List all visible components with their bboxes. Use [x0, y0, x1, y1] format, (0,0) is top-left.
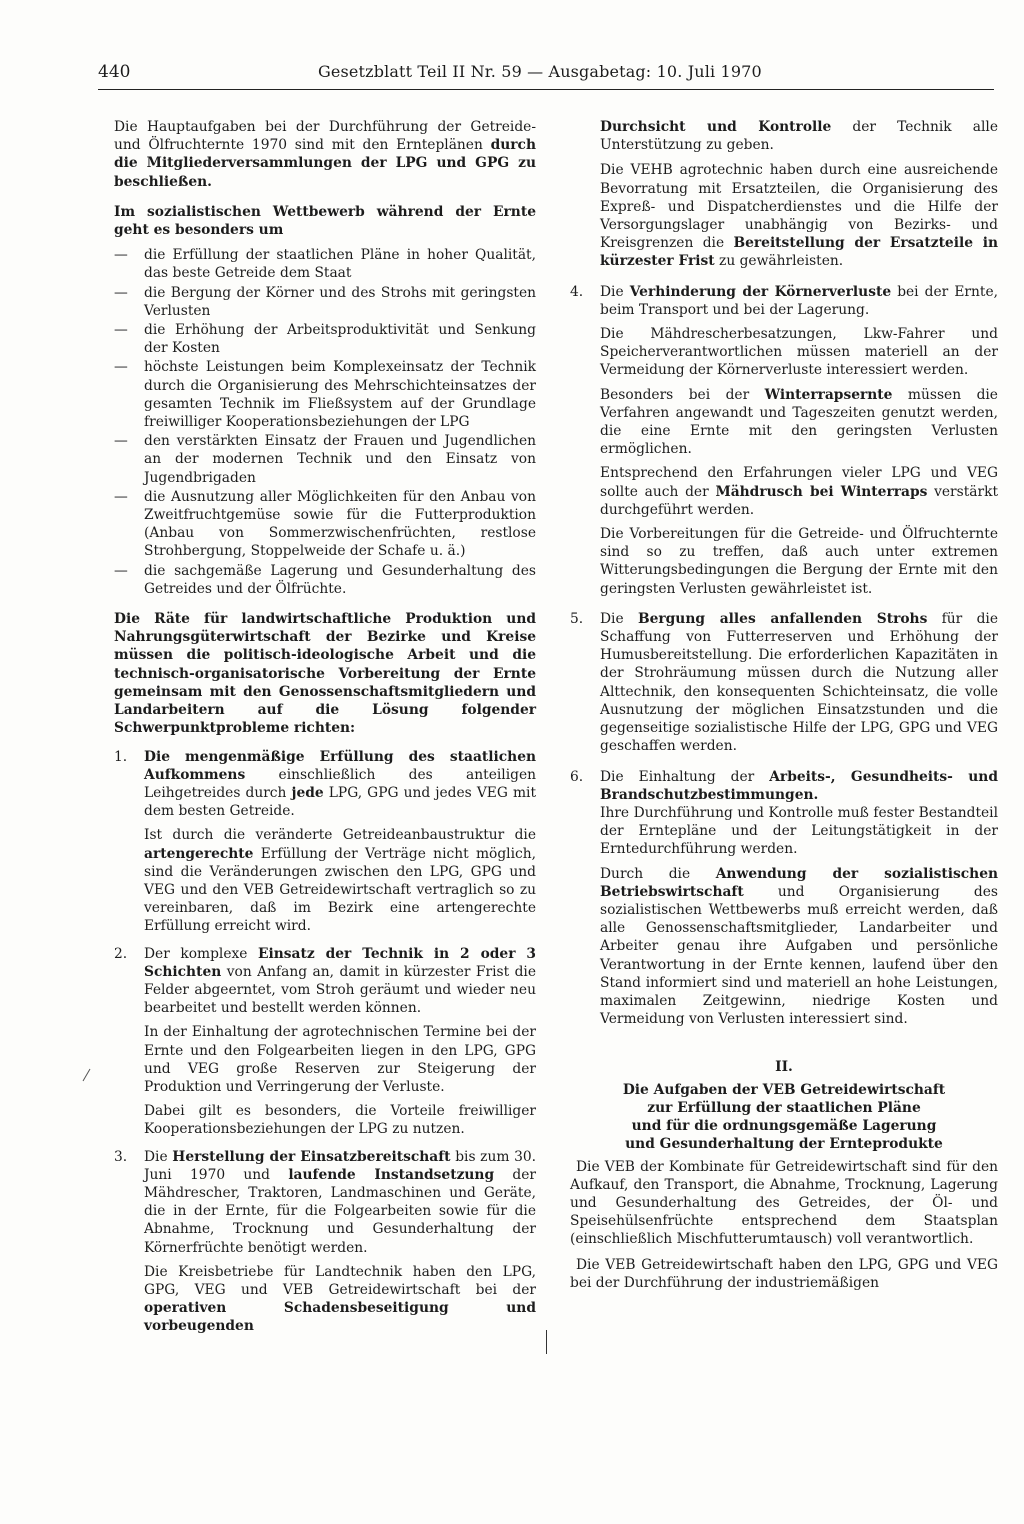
numbered-item-2: 2. Der komplexe Einsatz der Technik in 2 oder 3 Schichten von Anfang an, damit in kürzester Frist die Felder abgeerntet, vom Stroh geräumt und wieder neu bearbeitet und bestellt werden können. In der Einhaltung der agrotechnischen Termine bei der Ernte und den Folgearbeiten liegen in den LPG, GPG und VEG große Reserven zur Steigerung der Produktion und Verringerung der Verluste. Dabei gilt es besonders, die Vorteile freiwilliger Kooperationsbeziehungen der LPG zu nutzen.	[114, 945, 537, 1138]
section-title: Die Aufgaben der VEB Getreidewirtschaft zur Erfüllung der staatlichen Pläne und für die ordnungsgemäße Lagerung und Gesunderhaltung der Ernteprodukte	[622, 1081, 946, 1152]
section-paragraph: Die VEB Getreidewirtschaft haben den LPG, GPG und VEG bei der Durchführung der industriemäßigen	[570, 1256, 998, 1291]
numbered-item-6: 6. Die Einhaltung der Arbeits-, Gesundheits- und Brandschutzbestimmungen. Ihre Durchführung und Kontrolle muß fester Bestandteil der Erntepläne und der Leitungstätigkeit in der Erntedurchführung werden. Durch die Anwendung der sozialistischen Betriebswirtschaft und Organisierung des sozialistischen Wettbewerbs muß erreicht werden, daß alle Genossenschaftsmitglieder, Landarbeiter und Arbeiter genau ihre Aufgaben und persönliche Verantwortung in der Ernte kennen, laufend über den Stand informiert sind und materiell an hohe Leistungen, maximalen Zeitgewinn, niedrige Kosten und Vermeidung von Verlusten interessiert sind.	[570, 768, 998, 1028]
numbered-item-1: 1. Die mengenmäßige Erfüllung des staatlichen Aufkommens einschließlich des anteiligen Leihgetreides durch jede LPG, GPG und jedes VEG mit dem besten Getreide. Ist durch die veränderte Getreideanbaustruktur die artengerechte Erfüllung der Verträge nicht möglich, sind die Veränderungen zwischen den LPG, GPG und VEG und den VEB Getreidewirtschaft vertraglich so zu vereinbaren, daß im Bezirk eine artengerechte Erfüllung erreicht wird.	[114, 748, 536, 935]
page-header	[98, 62, 996, 88]
header-rule	[98, 89, 994, 90]
wettbewerb-heading: Im sozialistischen Wettbewerb während der Ernte geht es besonders um	[114, 203, 536, 239]
continuation-paragraph: Durchsicht und Kontrolle der Technik alle Unterstützung zu geben.	[600, 119, 998, 154]
numbered-item-5: 5. Die Bergung alles anfallenden Strohs für die Schaffung von Futterreserven und Erhöhung der Humusbereitstellung. Die erforderlichen Kapazitäten in der Strohräumung müssen durch die Nutzung aller Alttechnik, den konsequenten Schichteinsatz, die volle Ausnutzung der möglichen Einsatzstunden und die gegenseitige sozialistische Hilfe der LPG, GPG und VEG geschaffen werden.	[570, 610, 998, 755]
intro-paragraph: Die Hauptaufgaben bei der Durchführung der Getreide- und Ölfruchternte 1970 sind mit den Ernteplänen durch die Mitgliederversammlungen der LPG und GPG zu beschließen.	[114, 119, 536, 190]
vehb-paragraph: Die VEHB agrotechnic haben durch eine ausreichende Bevorratung mit Ersatzteilen, die Organisierung des Expreß- und Dispatcherdienstes und die Hilfe der Versorgungslager unabhängig von Bezirks- und Kreisgrenzen die Bereitstellung der Ersatzteile in kürzester Frist zu gewährleisten.	[600, 162, 999, 270]
left-column	[114, 118, 536, 1345]
item-number: 4.	[570, 283, 584, 300]
numbered-item-3: 3. Die Herstellung der Einsatzbereitschaft bis zum 30. Juni 1970 und laufende Instandsetzung der Mähdrescher, Traktoren, Landmaschinen und Geräte, die in der Ernte, für die Folgearbeiten sowie für die Abnahme, Trocknung und Gesunderhaltung der Körnerfrüchte benötigt werden. Die Kreisbetriebe für Landtechnik haben den LPG, GPG, VEG und VEB Getreidewirtschaft bei der operativen Schadensbeseitigung und vorbeugenden	[114, 1148, 537, 1335]
margin-pen-mark	[82, 1068, 91, 1082]
item-number: 3.	[114, 1148, 128, 1165]
item-number: 2.	[114, 945, 128, 962]
numbered-item-4: 4. Die Verhinderung der Körnerverluste bei der Ernte, beim Transport und bei der Lagerung. Die Mähdrescherbesatzungen, Lkw-Fahrer und Speicherverantwortlichen müssen materiell an der Vermeidung der Körnerverluste interessiert werden. Besonders bei der Winterrapsernte müssen die Verfahren angewandt und Tageszeiten genutzt werden, die eine Ernte mit den geringsten Verlusten ermöglichen. Entsprechend den Erfahrungen vieler LPG und VEG sollte auch der Mähdrusch bei Winterraps verstärkt durchgeführt werden. Die Vorbereitungen für die Getreide- und Ölfruchternte sind so zu treffen, daß auch unter extremen Witterungsbedingungen die Bergung der Ernte mit den geringsten Verlusten gewährleistet ist.	[570, 283, 999, 597]
section-paragraph: Die VEB der Kombinate für Getreidewirtschaft sind für den Aufkauf, den Transport, die Abnahme, Trocknung, Lagerung und Gesunderhaltung des Getreides, der Öl- und Speisehülsenfrüchte entsprechend dem Staatsplan (einschließlich Mischfutterumtausch) voll verantwortlich.	[570, 1158, 998, 1248]
list-item: — den verstärkten Einsatz der Frauen und Jugendlichen an der modernen Technik und den Einsatz von Jugendbrigaden	[114, 432, 536, 487]
right-column	[570, 118, 998, 1299]
page-number: 440	[98, 62, 131, 82]
running-title: Gesetzblatt Teil II Nr. 59 — Ausgabetag: 10. Juli 1970	[318, 62, 762, 81]
list-item: — höchste Leistungen beim Komplexeinsatz der Technik durch die Organisierung des Mehrschichteinsatzes der gesamten Technik im Fließsystem auf der Grundlage freiwilliger Kooperationsbeziehungen der LPG	[114, 358, 536, 431]
column-divider	[546, 1330, 547, 1354]
item-number: 5.	[570, 610, 584, 627]
list-item: — die Ausnutzung aller Möglichkeiten für den Anbau von Zweitfruchtgemüse sowie für die Futterproduktion (Anbau von Sommerzwischenfrüchten, restlose Strohbergung, Stoppelweide der Schafe u. ä.)	[114, 488, 536, 561]
list-item: — die sachgemäße Lagerung und Gesunderhaltung des Getreides und der Ölfrüchte.	[114, 562, 536, 598]
list-item: — die Erhöhung der Arbeitsproduktivität und Senkung der Kosten	[114, 321, 536, 357]
raete-paragraph: Die Räte für landwirtschaftliche Produktion und Nahrungsgüterwirtschaft der Bezirke und Kreise müssen die politisch-ideologische Arbeit und die technisch-organisatorische Vorbereitung der Ernte gemeinsam mit den Genossenschaftsmitgliedern und Landarbeitern auf die Lösung folgender Schwerpunktprobleme richten:	[114, 611, 536, 737]
section-number: II.	[775, 1059, 793, 1076]
list-item: — die Bergung der Körner und des Strohs mit geringsten Verlusten	[114, 284, 536, 320]
wettbewerb-list	[114, 246, 536, 598]
item-number: 1.	[114, 748, 128, 765]
item-number: 6.	[570, 768, 584, 785]
list-item: — die Erfüllung der staatlichen Pläne in hoher Qualität, das beste Getreide dem Staat	[114, 246, 536, 282]
